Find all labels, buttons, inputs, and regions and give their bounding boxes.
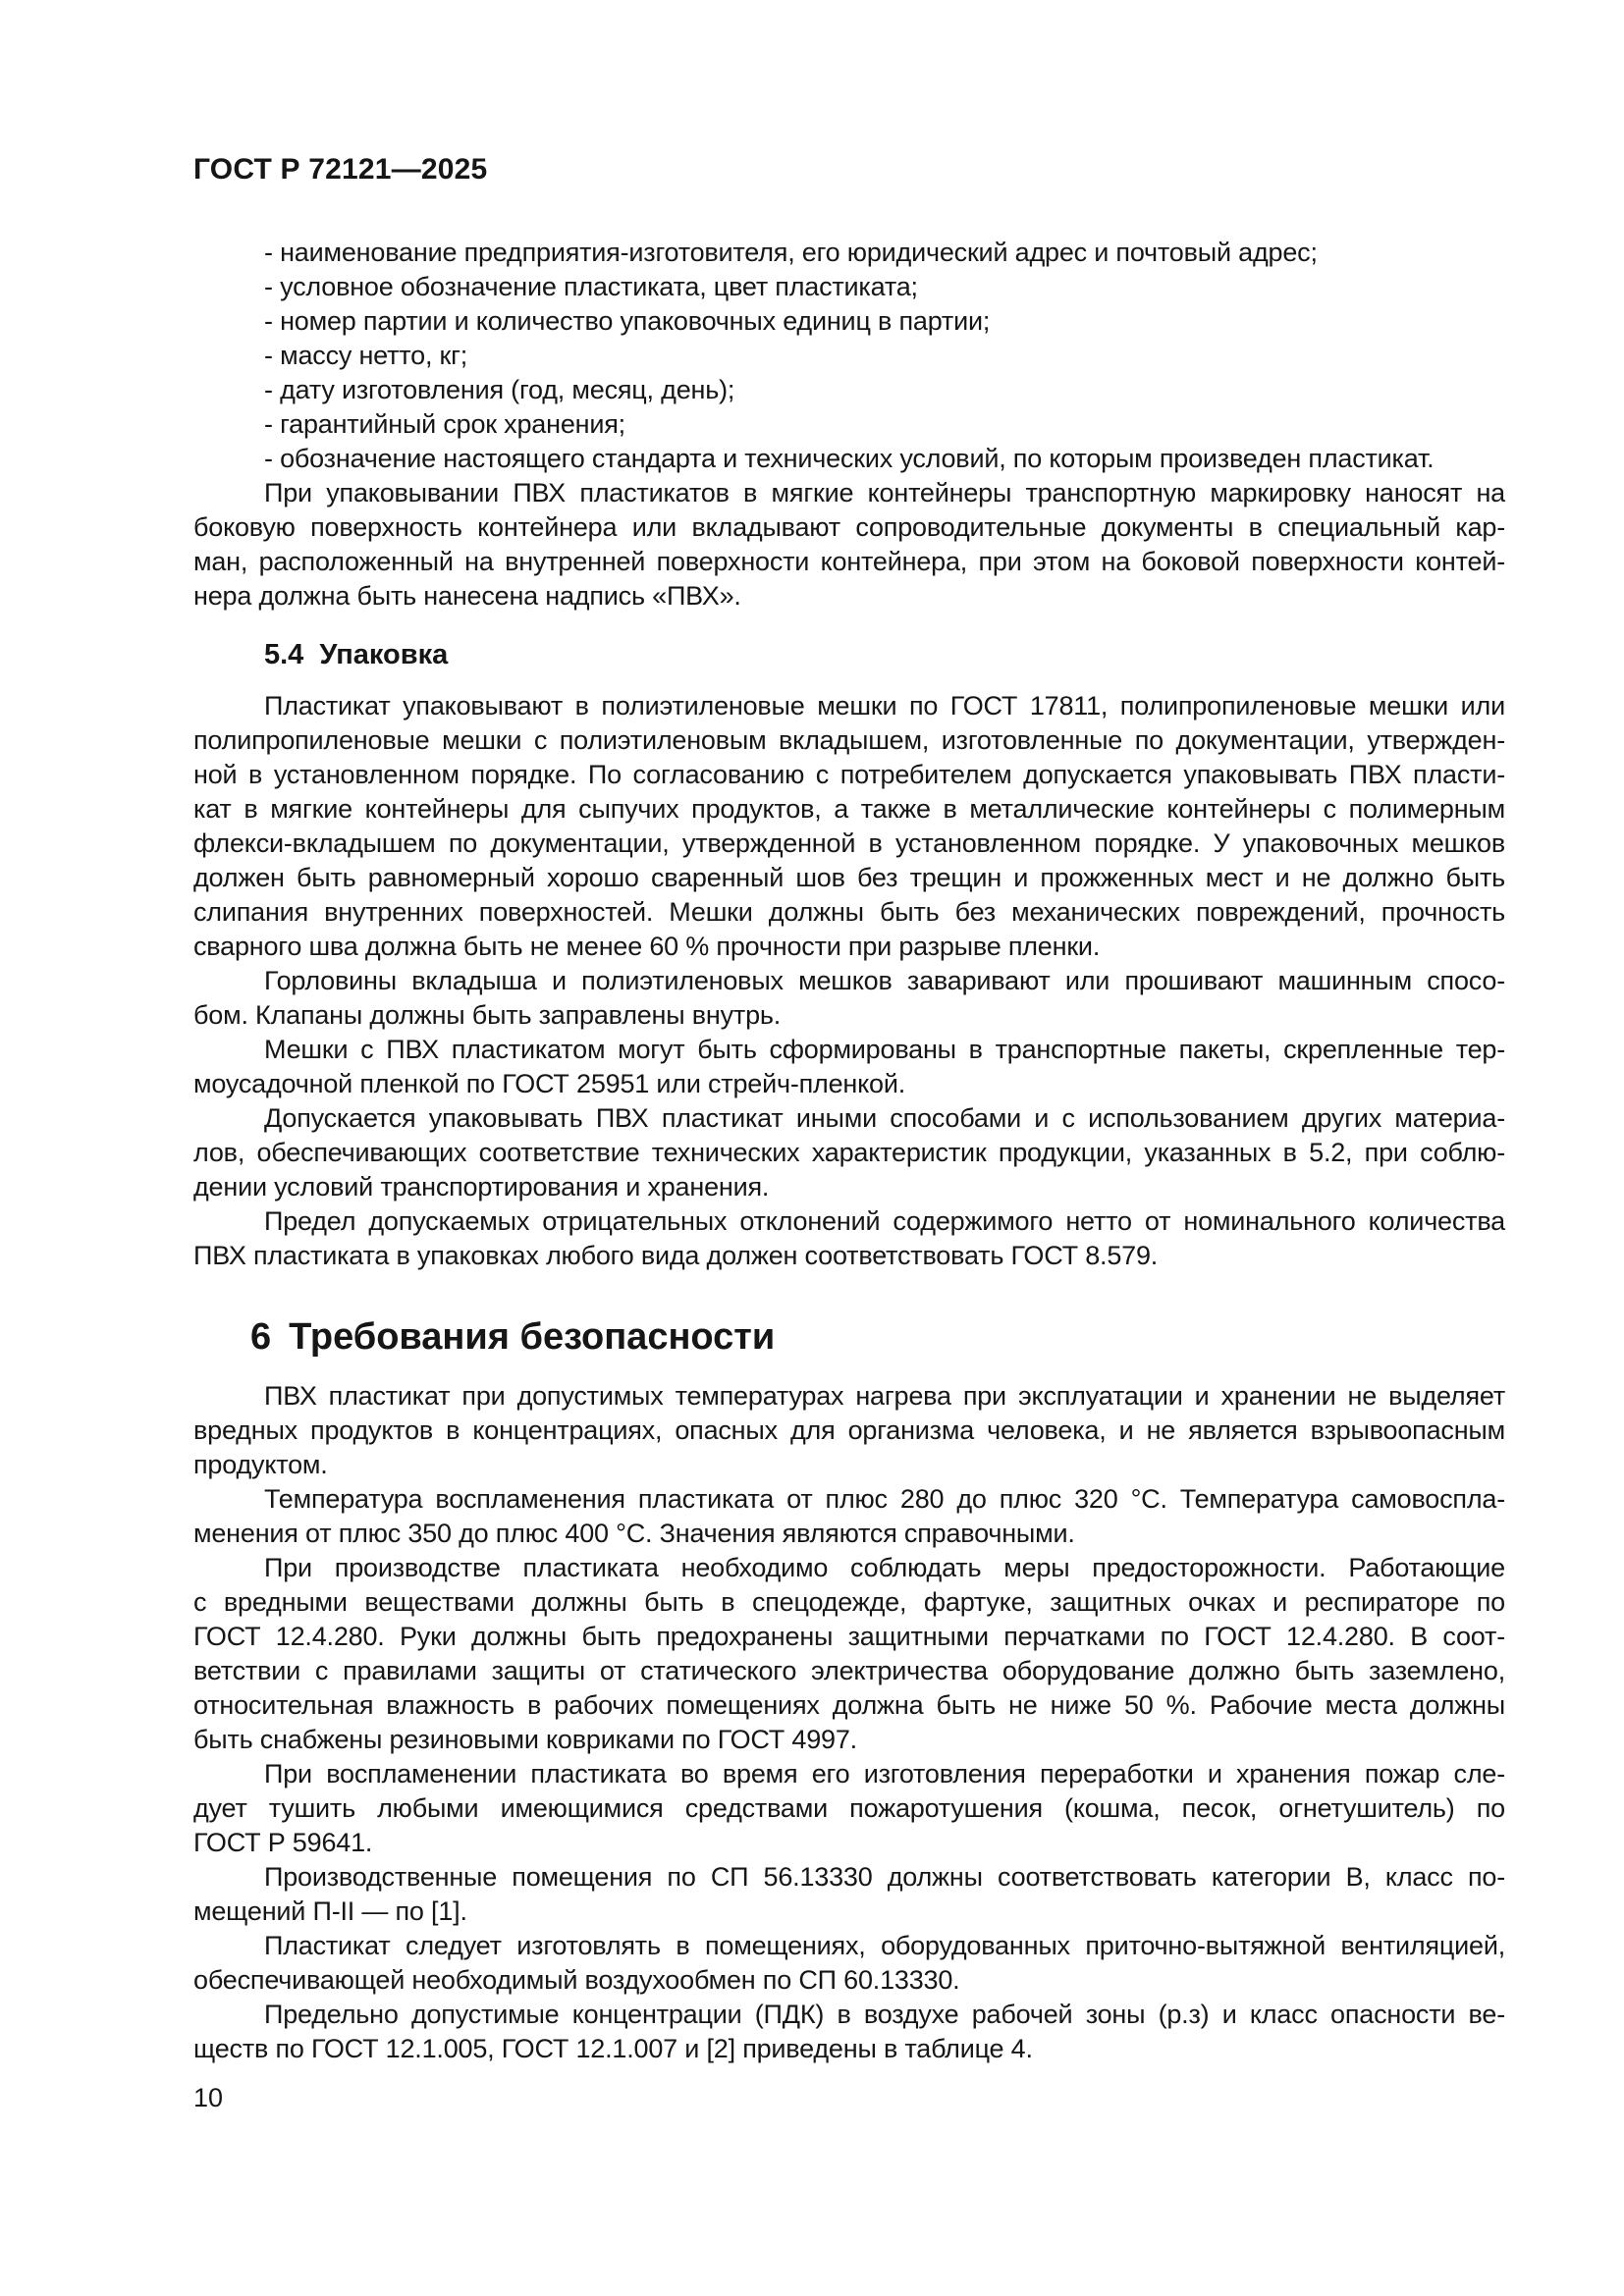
paragraph-line: мещений П-II — по [1]. [193,1896,467,1926]
paragraph-line: лов, обеспечивающих соответствие технических характеристик продукции, указанных в 5.2, при соблю- [193,1138,1505,1167]
paragraph-line: ман, расположенный на внутренней поверхности контейнера, при этом на боковой поверхности контей- [193,547,1505,576]
section-heading [250,1313,1505,1361]
list-item: - условное обозначение пластиката, цвет пластиката; [264,272,918,301]
paragraph-line: При упаковывании ПВХ пластикатов в мягкие контейнеры транспортную маркировку наносят на [264,478,1505,507]
paragraph-line: Пластикат следует изготовлять в помещениях, оборудованных приточно-вытяжной вентиляцией, [264,1931,1505,1960]
heading-number: 5.4 [264,639,304,670]
page-content [193,152,1505,2066]
paragraph-line: слипания внутренних поверхностей. Мешки должны быть без механических повреждений, прочность [193,897,1505,927]
list-item: - дату изготовления (год, месяц, день); [264,375,735,404]
paragraph-line: Предельно допустимые концентрации (ПДК) в воздухе рабочей зоны (р.з) и класс опасности ве- [264,2000,1505,2029]
list-item: - гарантийный срок хранения; [264,409,625,439]
paragraph-line: Горловины вкладыша и полиэтиленовых мешков заваривают или прошивают машинным спосо- [264,966,1505,995]
paragraph-line: При воспламенении пластиката во время его изготовления переработки и хранения пожар сле- [264,1759,1505,1789]
paragraph-line: относительная влажность в рабочих помещениях должна быть не ниже 50 %. Рабочие места должны [193,1690,1505,1720]
paragraph-line: вредных продуктов в концентрациях, опасных для организма человека, и не является взрывоопасным [193,1415,1505,1445]
paragraph-line: Предел допускаемых отрицательных отклонений содержимого нетто от номинального количества [264,1206,1505,1236]
paragraph-line: ветствии с правилами защиты от статического электричества оборудование должно быть заземлено, [193,1656,1505,1685]
list-item: - наименование предприятия-изготовителя, его юридический адрес и почтовый адрес; [264,238,1318,267]
paragraph-line: боковую поверхность контейнера или вкладывают сопроводительные документы в специальный кар- [193,512,1505,542]
paragraph-line: должен быть равномерный хорошо сваренный шов без трещин и прожженных мест и не должно быть [193,863,1505,892]
paragraph-line: ГОСТ Р 59641. [193,1828,373,1857]
paragraph-line: обеспечивающей необходимый воздухообмен по СП 60.13330. [193,1965,960,1995]
heading-number: 6 [250,1316,272,1358]
paragraph-line: полипропиленовые мешки с полиэтиленовым вкладышем, изготовленные по документации, утвержден- [193,725,1505,755]
paragraph-line: ПВХ пластикат при допустимых температурах нагрева при эксплуатации и хранении не выделяет [264,1381,1505,1411]
paragraph-line: Допускается упаковывать ПВХ пластикат иными способами и с использованием других материа- [264,1103,1505,1133]
paragraph-line: ГОСТ 12.4.280. Руки должны быть предохранены защитными перчатками по ГОСТ 12.4.280. В соот- [193,1622,1505,1651]
paragraph-line: Пластикат упаковывают в полиэтиленовые мешки по ГОСТ 17811, полипропиленовые мешки или [264,691,1505,721]
paragraph-line: моусадочной пленкой по ГОСТ 25951 или стрейч-пленкой. [193,1069,906,1098]
heading-title: Упаковка [319,639,449,670]
list-item: - номер партии и количество упаковочных единиц в партии; [264,306,991,336]
paragraph-line: дении условий транспортирования и хранения. [193,1172,770,1201]
running-header: ГОСТ Р 72121—2025 [193,153,488,186]
document-body [193,236,1505,2066]
paragraph-line: бом. Клапаны должны быть заправлены внутрь. [193,1000,782,1030]
heading-title: Требования безопасности [289,1316,776,1358]
paragraph-line: Мешки с ПВХ пластикатом могут быть сформированы в транспортные пакеты, скрепленные тер- [264,1035,1505,1064]
page-number: 10 [193,2083,224,2112]
paragraph-line: ществ по ГОСТ 12.1.005, ГОСТ 12.1.007 и [2] приведены в таблице 4. [193,2034,1033,2063]
list-item: - обозначение настоящего стандарта и технических условий, по которым произведен пластикат. [264,444,1435,473]
paragraph-line: быть снабжены резиновыми ковриками по ГОСТ 4997. [193,1725,857,1754]
paragraph-line: продуктом. [193,1450,328,1479]
paragraph-line: флекси-вкладышем по документации, утвержденной в установленном порядке. У упаковочных мешков [193,828,1505,858]
paragraph-line: При производстве пластиката необходимо соблюдать меры предосторожности. Работающие [264,1553,1505,1582]
paragraph-line: Производственные помещения по СП 56.13330 должны соответствовать категории В, класс по- [264,1862,1505,1892]
paragraph-line: нера должна быть нанесена надпись «ПВХ». [193,581,741,611]
subsection-heading [264,638,1505,672]
paragraph-line: ПВХ пластиката в упаковках любого вида должен соответствовать ГОСТ 8.579. [193,1241,1159,1270]
list-item: - массу нетто, кг; [264,341,468,370]
paragraph-line: менения от плюс 350 до плюс 400 °С. Значения являются справочными. [193,1519,1075,1548]
paragraph-line: с вредными веществами должны быть в спецодежде, фартуке, защитных очках и респираторе по [193,1587,1505,1617]
paragraph-line: ной в установленном порядке. По согласованию с потребителем допускается упаковывать ПВХ пласти- [193,760,1505,789]
paragraph-line: сварного шва должна быть не менее 60 % прочности при разрыве пленки. [193,932,1101,961]
paragraph-line: Температура воспламенения пластиката от плюс 280 до плюс 320 °С. Температура самовоспла- [264,1484,1505,1514]
paragraph-line: дует тушить любыми имеющимися средствами пожаротушения (кошма, песок, огнетушитель) по [193,1793,1505,1823]
paragraph-line: кат в мягкие контейнеры для сыпучих продуктов, а также в металлические контейнеры с полимерным [193,794,1505,824]
